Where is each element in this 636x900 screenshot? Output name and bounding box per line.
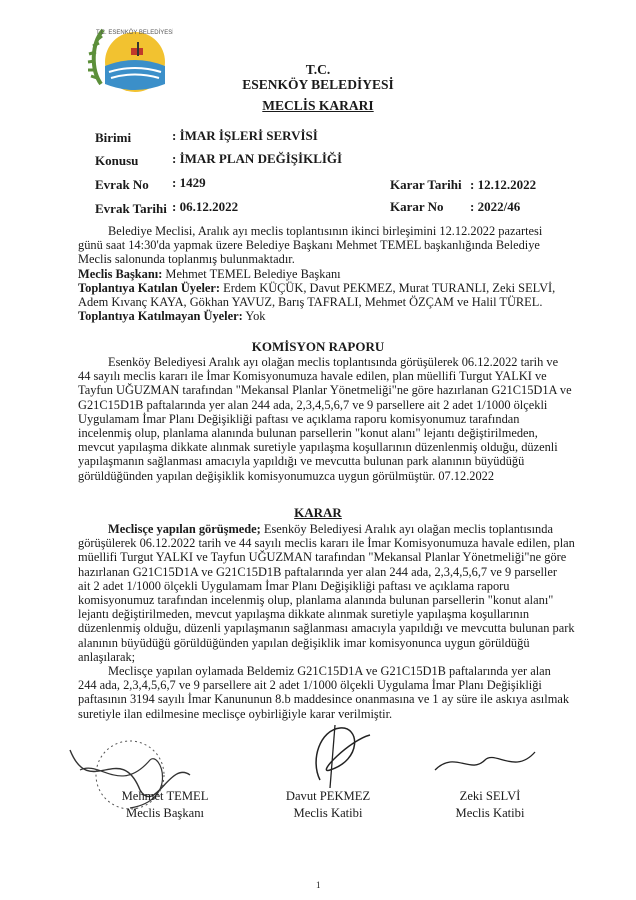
intro-line: Belediye Meclisi, Aralık ayı meclis toplantısının ikinci birleşimini 12.12.2022 pazartesi [108, 224, 543, 238]
karar-tarihi-value: : 12.12.2022 [470, 177, 537, 192]
signature-title-1: Meclis Başkanı [126, 806, 204, 820]
signature-title-3: Meclis Katibi [455, 806, 525, 820]
karar-title: KARAR [294, 505, 342, 520]
karar-line: anlaşılarak; [78, 649, 136, 664]
signature-mark-selvi [425, 740, 545, 785]
komisyon-line: 44 sayılı meclis kararı ile İmar Komisyonumuza havale edilen, plan müellifi Turgut YALKI ve [78, 369, 547, 384]
baskan-value: Mehmet TEMEL Belediye Başkanı [162, 266, 341, 281]
karar-line: müellifi Turgut YALKI ve Tayfun UĞUZMAN tarafından "Mekansal Planlar Yönetmeliği"ne göre [78, 550, 567, 565]
intro-line: günü saat 14:30'da yapmak üzere Belediye Başkanı Mehmet TEMEL başkanlığında Belediye [78, 238, 540, 253]
signature-mark-pekmez [290, 720, 380, 790]
komisyon-body [78, 355, 608, 483]
karar-line: ait 2 adet 1/1000 ölçekli Uygulamam İmar Planı Değişikliği paftası ve açıklama raporu [78, 578, 510, 593]
karar-line: lejantı değiştirilmeden, mevcut yapılaşma dikkate alınmak suretiyle yapılaşma koşullarının [78, 607, 530, 622]
katilmayan-label: Toplantıya Katılmayan Üyeler: [78, 309, 243, 324]
karar-lead [78, 522, 613, 536]
katilmayan-uyeler [78, 309, 598, 323]
meclis-baskani [78, 267, 598, 281]
karar-lead-bold: Meclisçe yapılan görüşmede; [108, 522, 261, 536]
signature-name-3: Zeki SELVİ [459, 789, 521, 803]
karar-para2-line: 244 ada, 2,3,4,5,6,7 ve 9 parsellere ait 2 adet 1/1000 ölçekli Uygulama İmar Planı Değişikliği [78, 678, 542, 693]
karar-para2-line: suretiyle ilan edilmesine meclisçe oybirliğiyle karar verilmiştir. [78, 706, 393, 721]
karar-para2-line: Meclisçe yapılan oylamada Beldemiz G21C15D1A ve G21C15D1B paftalarında yer alan [108, 664, 551, 679]
komisyon-line: Uygulamam İmar Planı Değişikliği paftası ve açıklama raporu komisyonumuz tarafından [78, 411, 520, 426]
katilan-value: Erdem KÜÇÜK, Davut PEKMEZ, Murat TURANLI, Zeki SELVİ, [220, 280, 556, 295]
karar-line: komisyonumuz tarafından incelenmiş olup, planlama alanında bulunan parsellerin "konut alanı" [78, 593, 554, 608]
komisyon-line: görüldüğünden yapılan değişiklik komisyonumuzca uygun görülmüştür. 07.12.2022 [78, 468, 495, 483]
konusu-value: : İMAR PLAN DEĞİŞİKLİĞİ [172, 151, 343, 166]
evrak-no-label: Evrak No [95, 177, 149, 192]
birimi-label: Birimi [95, 130, 132, 145]
katilan-uyeler-cont: Adem Kıvanç KAYA, Gökhan YAVUZ, Barış TAFRALI, Mehmet ÖZÇAM ve Halil TÜREL. [78, 295, 543, 310]
page-title: MECLİS KARARI [262, 98, 374, 113]
logo-text: T.C. ESENKÖY BELEDİYESİ [96, 30, 173, 36]
katilmayan-value: Yok [242, 309, 266, 324]
katilan-uyeler [78, 281, 598, 295]
karar-para2-line: paftasının 3194 sayılı İmar Kanununun 8.b maddesince onanmasına ve 1 ay süre ile askıya asılmak [78, 692, 570, 707]
evrak-tarihi-value: : 06.12.2022 [172, 199, 239, 214]
page-number: 1 [316, 880, 321, 890]
evrak-no-value: : 1429 [172, 175, 206, 190]
karar-line: düzenlenmiş olduğu, düzenli yapılaşmanın sağlanması amacıyla yapıldığı ve mevcutta bulunan park [78, 621, 575, 636]
karar-line: hazırlanan G21C15D1A ve G21C15D1B paftalarında yer alan 244 ada, 2,3,4,5,6,7 ve 9 parseller [78, 564, 557, 579]
karar-line: alanının büyüdüğü görüldüğünden yapılan değişiklik imar komisyonunca uygun görüldüğü [78, 635, 530, 650]
karar-lead-rest: Esenköy Belediyesi Aralık ayı olağan meclis toplantısında [260, 522, 553, 536]
komisyon-title: KOMİSYON RAPORU [251, 339, 385, 354]
signature-name-1: Mehmet TEMEL [121, 789, 209, 803]
evrak-tarihi-label: Evrak Tarihi [95, 201, 167, 216]
komisyon-line: incelenmiş olup, planlama alanında bulunan parsellerin "konut alanı" lejantı değiştirilmeden, [78, 426, 538, 441]
katilan-label: Toplantıya Katılan Üyeler: [78, 280, 221, 295]
karar-line: görüşülerek 06.12.2022 tarih ve 44 sayılı meclis kararı ile İmar Komisyonumuza havale edilen, plan [78, 536, 575, 551]
header-tc: T.C. [305, 62, 331, 77]
header-municipality: ESENKÖY BELEDİYESİ [242, 77, 394, 92]
baskan-label: Meclis Başkanı: [78, 266, 163, 281]
karar-body [78, 522, 613, 721]
intro-block [78, 224, 598, 323]
karar-no-value: : 2022/46 [470, 199, 521, 214]
komisyon-line: G21C15D1B paftalarında yer alan 244 ada, 2,3,4,5,6,7 ve 9 parsellere ait 2 adet 1/1000 ölçekli [78, 397, 548, 412]
signature-name-2: Davut PEKMEZ [285, 789, 371, 803]
konusu-label: Konusu [95, 153, 139, 168]
komisyon-line: Esenköy Belediyesi Aralık ayı olağan meclis toplantısında görüşülerek 06.12.2022 tarih ve [108, 355, 559, 369]
karar-no-label: Karar No [390, 199, 444, 214]
signature-title-2: Meclis Katibi [293, 806, 363, 820]
intro-line: Meclis salonunda toplanmış bulunmaktadır. [78, 252, 295, 267]
komisyon-line: mevcut yapılaşma dikkate alınmak suretiyle yapılaşma koşullarının düzenlenmiş olduğu, düzenli [78, 440, 558, 455]
birimi-value: : İMAR İŞLERİ SERVİSİ [172, 128, 318, 143]
komisyon-line: Tayfun UĞUZMAN tarafından "Mekansal Planlar Yönetmeliği"ne göre hazırlanan G21C15D1A ve [78, 383, 572, 398]
komisyon-line: yapılaşmanın sağlanması amacıyla yapıldığı ve mevcutta bulunan park alanının büyüdüğü [78, 454, 525, 469]
karar-tarihi-label: Karar Tarihi [390, 177, 462, 192]
